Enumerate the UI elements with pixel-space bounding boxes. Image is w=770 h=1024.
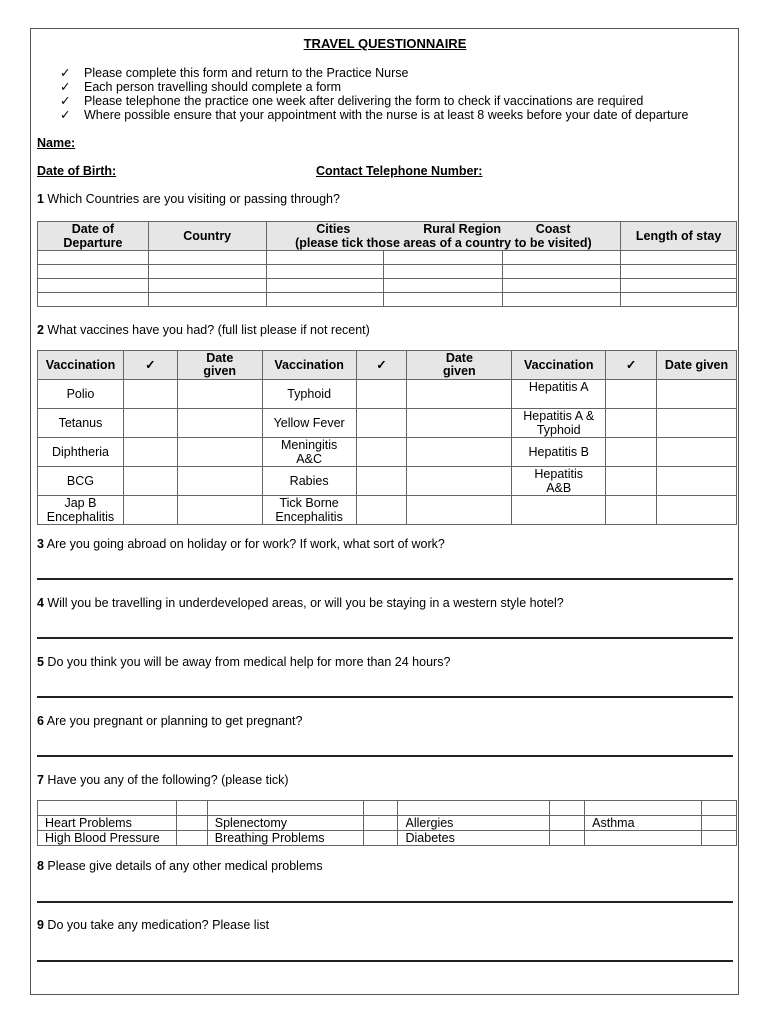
checkmark-icon: ✓ [145,357,156,372]
header-date-given: Date given [177,351,262,380]
vaccine-name: Hepatitis A&B [512,467,606,496]
answer-line-3[interactable] [37,578,733,580]
vaccine-name: Tetanus [38,409,124,438]
instruction-item: ✓ Please telephone the practice one week after delivering the form to check if vaccinations are required [60,94,644,108]
instructions-list [60,66,689,122]
table-row [38,409,737,438]
header-vaccination: Vaccination [262,351,356,380]
phone-label: Contact Telephone Number: [316,164,483,178]
checkmark-icon: ✓ [376,357,387,372]
dob-label: Date of Birth: [37,164,117,178]
vaccine-name: Hepatitis B [512,438,606,467]
checkmark-icon: ✓ [60,80,71,94]
table-row [38,265,737,279]
instruction-item: ✓ Each person travelling should complete a form [60,80,342,94]
question-9: 9 Do you take any medication? Please list [37,918,270,932]
condition-label: Splenectomy [207,816,363,831]
table-row [38,831,737,846]
name-label: Name: [37,136,76,150]
instruction-item: ✓ Where possible ensure that your appointment with the nurse is at least 8 weeks before your date of departure [60,108,689,122]
vaccine-name: Yellow Fever [262,409,356,438]
vaccine-name: Hepatitis A [512,380,606,409]
question-8: 8 Please give details of any other medical problems [37,859,323,873]
header-tick [606,351,657,380]
table-row [38,293,737,307]
condition-label [585,831,702,846]
header-date-given: Date given [407,351,512,380]
tick-box[interactable] [176,831,207,846]
condition-label: Breathing Problems [207,831,363,846]
answer-line-4[interactable] [37,637,733,639]
vaccine-name [512,496,606,525]
question-1: 1 Which Countries are you visiting or passing through? [37,192,340,206]
table-row [38,438,737,467]
table-row [38,816,737,831]
header-country: Country [148,222,266,251]
vaccine-name: Jap B Encephalitis [38,496,124,525]
question-7: 7 Have you any of the following? (please tick) [37,773,289,787]
instruction-item: ✓ Please complete this form and return to the Practice Nurse [60,66,409,80]
vaccine-name: Hepatitis A & Typhoid [512,409,606,438]
tick-box[interactable] [363,831,398,846]
header-departure: Date of Departure [38,222,149,251]
condition-label: Asthma [585,816,702,831]
question-3: 3 Are you going abroad on holiday or for work? If work, what sort of work? [37,537,445,551]
question-6: 6 Are you pregnant or planning to get pregnant? [37,714,303,728]
vaccine-name: Polio [38,380,124,409]
tick-box[interactable] [363,816,398,831]
header-vaccination: Vaccination [512,351,606,380]
question-5: 5 Do you think you will be away from medical help for more than 24 hours? [37,655,451,669]
tick-box[interactable] [176,816,207,831]
table-row [38,251,737,265]
countries-table [37,221,737,307]
tick-box[interactable] [702,831,737,846]
vaccine-name: Tick Borne Encephalitis [262,496,356,525]
checkmark-icon: ✓ [60,66,71,80]
condition-label: Allergies [398,816,550,831]
checkmark-icon: ✓ [625,357,637,372]
header-date-given: Date given [657,351,737,380]
vaccinations-table [37,350,737,525]
checkmark-icon: ✓ [60,94,71,108]
form-title: TRAVEL QUESTIONNAIRE [303,36,467,51]
vaccine-name: Typhoid [262,380,356,409]
table-row [38,279,737,293]
vaccine-name: Meningitis A&C [262,438,356,467]
answer-line-5[interactable] [37,696,733,698]
header-areas: Cities Rural Region Coast (please tick those areas of a country to be visited) [266,222,621,251]
checkmark-icon: ✓ [60,108,71,122]
table-row [38,467,737,496]
condition-label: Heart Problems [38,816,177,831]
condition-label: Diabetes [398,831,550,846]
vaccine-name: BCG [38,467,124,496]
vaccine-name: Rabies [262,467,356,496]
answer-line-6[interactable] [37,755,733,757]
tick-box[interactable] [550,831,585,846]
conditions-table [37,800,737,846]
header-tick [356,351,407,380]
answer-line-9[interactable] [37,960,733,962]
condition-label: High Blood Pressure [38,831,177,846]
table-row [38,801,737,816]
table-row [38,380,737,409]
header-tick [123,351,177,380]
table-row [38,496,737,525]
tick-box[interactable] [702,816,737,831]
question-2: 2 What vaccines have you had? (full list please if not recent) [37,323,370,337]
tick-box[interactable] [550,816,585,831]
vaccine-name: Diphtheria [38,438,124,467]
header-length: Length of stay [621,222,737,251]
answer-line-8[interactable] [37,901,733,903]
question-4: 4 Will you be travelling in underdeveloped areas, or will you be staying in a western style hotel? [37,596,564,610]
header-vaccination: Vaccination [38,351,124,380]
